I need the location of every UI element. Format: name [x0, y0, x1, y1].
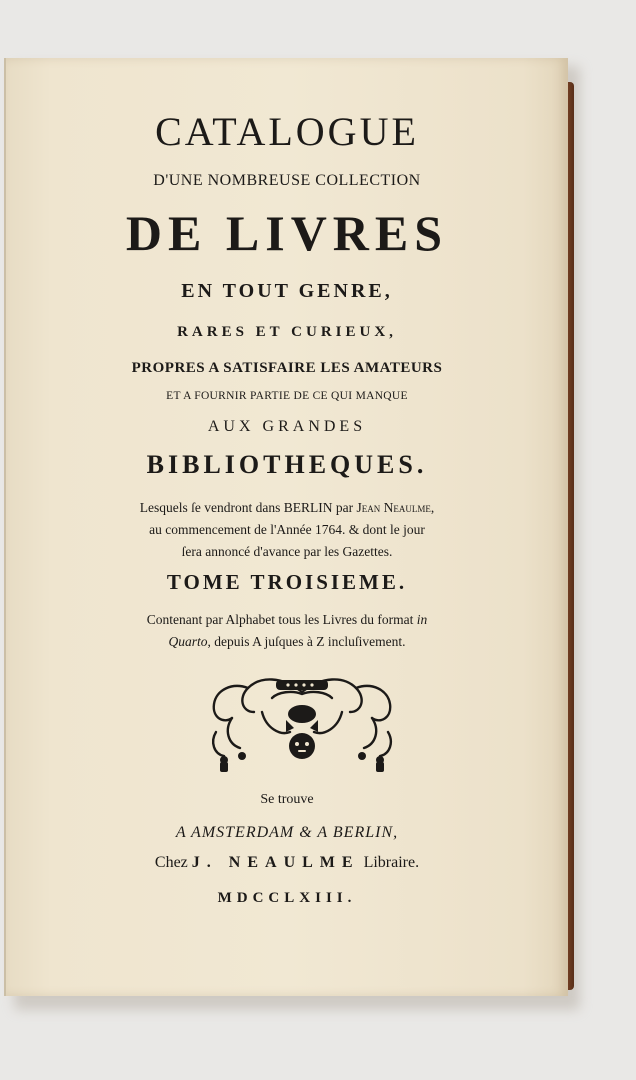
publisher-libraire: Libraire. — [359, 854, 420, 871]
line-fournir: ET A FOURNIR PARTIE DE CE QUI MANQUE — [166, 390, 408, 402]
contents-line1 — [6, 612, 568, 628]
line-propres: PROPRES A SATISFAIRE LES AMATEURS — [131, 360, 443, 376]
sale-paragraph-line3: ſera annoncé d'avance par les Gazettes. — [181, 544, 393, 559]
imprint-date: MDCCLXIII. — [217, 890, 357, 906]
sale-text-par: par — [332, 500, 357, 515]
title-page — [4, 58, 568, 996]
heading-de-livres: DE LIVRES — [125, 205, 449, 261]
printers-ornament-icon — [202, 672, 402, 774]
city-berlin: BERLIN — [283, 500, 333, 515]
publisher-name: J. NEAULME — [191, 854, 360, 871]
line-aux-grandes: AUX GRANDES — [207, 418, 367, 435]
sale-text-a: Lesquels ſe vendront dans — [139, 500, 284, 515]
heading-bibliotheques: BIBLIOTHEQUES. — [146, 450, 428, 479]
publisher-line — [6, 854, 568, 872]
contents-text: Contenant par Alphabet tous les Livres du format — [146, 612, 417, 627]
catalogue-heading: CATALOGUE — [155, 109, 419, 154]
seller-name: Jean Neaulme — [356, 500, 431, 515]
sale-comma: , — [430, 500, 435, 515]
format-quarto: Quarto — [168, 634, 208, 649]
contents-in: in — [416, 612, 428, 627]
subtitle-collection: D'UNE NOMBREUSE COLLECTION — [153, 172, 421, 189]
line-rares-et-curieux: RARES ET CURIEUX, — [177, 324, 397, 340]
se-trouve: Se trouve — [260, 792, 314, 807]
cities-line: A AMSTERDAM & A BERLIN, — [175, 824, 399, 841]
sale-paragraph-line1 — [6, 500, 568, 516]
title-page-text — [6, 58, 568, 996]
publisher-chez: Chez — [154, 854, 192, 871]
contents-range: , depuis A juſques à Z incluſivement. — [207, 634, 406, 649]
contents-line2 — [6, 634, 568, 650]
line-en-tout-genre: EN TOUT GENRE, — [181, 280, 393, 302]
sale-paragraph-line2: au commencement de l'Année 1764. & dont le jour — [149, 522, 425, 537]
tome-heading: TOME TROISIEME. — [166, 570, 408, 594]
